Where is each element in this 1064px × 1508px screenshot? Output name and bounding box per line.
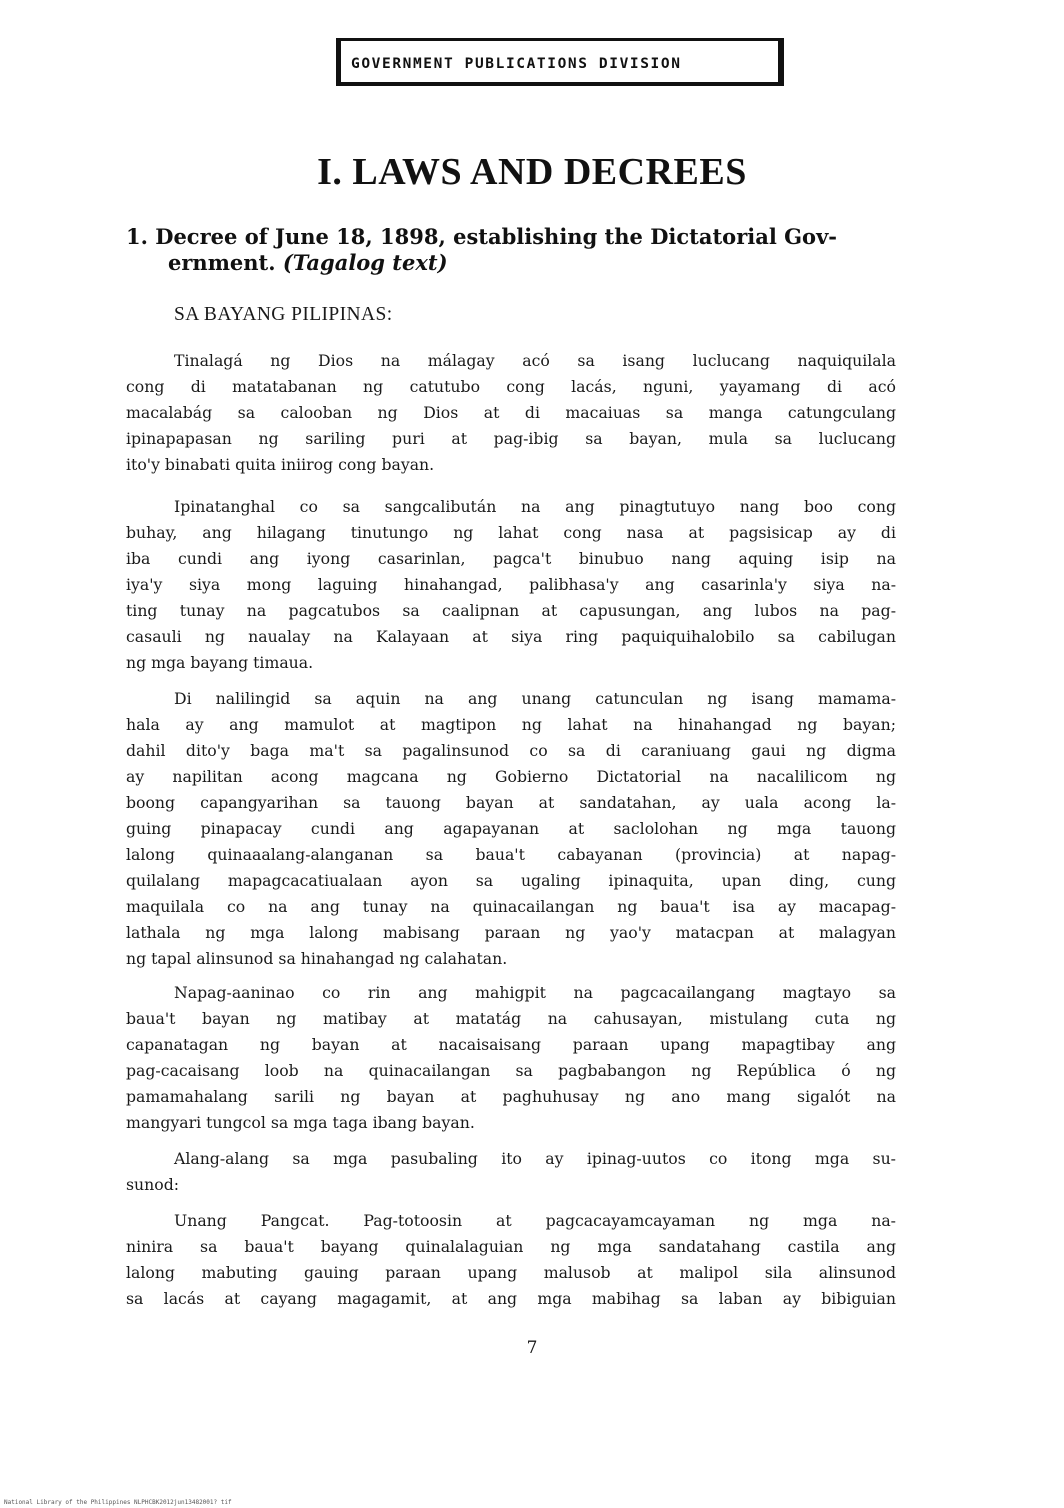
text-line: iba cundi ang iyong casarinlan, pagca't binubuo nang aquing isip na	[126, 549, 896, 568]
text-line: Di nalilingid sa aquin na ang unang catunculan ng isang mamama-	[174, 689, 896, 708]
text-line: guing pinapacay cundi ang agapayanan at saclolohan ng mga tauong	[126, 819, 896, 838]
text-line: ito'y binabati quita iniirog cong bayan.	[126, 455, 435, 474]
text-line: iya'y siya mong laguing hinahangad, palibhasa'y ang casarinla'y siya na-	[126, 575, 896, 594]
text-line: casauli ng naualay na Kalayaan at siya ring paquiquihalobilo sa cabilugan	[126, 627, 896, 646]
government-publications-stamp	[336, 38, 784, 86]
paragraph-1	[126, 348, 896, 478]
text-line: boong capangyarihan sa tauong bayan at sandatahan, ay uala acong la-	[126, 793, 896, 812]
text-line: ninira sa baua't bayang quinalalaguian ng mga sandatahang castila ang	[126, 1237, 896, 1256]
text-line: Napag-aaninao co rin ang mahigpit na pagcacailangang magtayo sa	[174, 983, 896, 1002]
paragraph-4	[126, 980, 896, 1136]
text-line: pamamahalang sarili ng bayan at paghuhusay ng ano mang sigalót na	[126, 1087, 896, 1106]
text-line: dahil dito'y baga ma't sa pagalinsunod co sa di caraniuang gaui ng digma	[126, 741, 896, 760]
text-line: lalong quinaaalang-alanganan sa baua't cabayanan (provincia) at napag-	[126, 845, 896, 864]
text-line: sa lacás at cayang magagamit, at ang mga mabihag sa laban ay bibiguian	[126, 1289, 896, 1308]
text-line: ng mga bayang timaua.	[126, 653, 314, 672]
text-line: Tinalagá ng Dios na málagay acó sa isang luclucang naquiquilala	[174, 351, 896, 370]
paragraph-2	[126, 494, 896, 676]
text-line: buhay, ang hilagang tinutungo ng lahat cong nasa at pagsisicap ay di	[126, 523, 896, 542]
text-line: cong di matatabanan ng catutubo cong lacás, nguni, yayamang di acó	[126, 377, 896, 396]
decree-heading	[126, 224, 886, 276]
stamp-text: GOVERNMENT PUBLICATIONS DIVISION	[351, 56, 682, 72]
paragraph-5	[126, 1146, 896, 1198]
text-line: Ipinatanghal co sa sangcalibután na ang pinagtutuyo nang boo cong	[174, 497, 896, 516]
text-line: ting tunay na pagcatubos sa caalipnan at capusungan, ang lubos na pag-	[126, 601, 896, 620]
text-line: lathala ng mga lalong mabisang paraan ng yao'y matacpan at malagyan	[126, 923, 896, 942]
text-line: hala ay ang mamulot at magtipon ng lahat na hinahangad ng bayan;	[126, 715, 896, 734]
text-line: lalong mabuting gauing paraan upang malusob at malipol sila alinsunod	[126, 1263, 896, 1282]
text-line: ng tapal alinsunod sa hinahangad ng calahatan.	[126, 949, 508, 968]
text-line: Alang-alang sa mga pasubaling ito ay ipinag-uutos co itong mga su-	[174, 1149, 896, 1168]
text-line: pag-cacaisang loob na quinacailangan sa pagbabangon ng República ó ng	[126, 1061, 896, 1080]
text-line: Unang Pangcat. Pag-totoosin at pagcacayamcayaman ng mga na-	[174, 1211, 896, 1230]
salutation: SA BAYANG PILIPINAS:	[174, 304, 393, 325]
text-line: quilalang mapagcacatiualaan ayon sa ugaling ipinaquita, upan ding, cung	[126, 871, 896, 890]
text-line: baua't bayan ng matibay at matatág na cahusayan, mistulang cuta ng	[126, 1009, 896, 1028]
text-line: mangyari tungcol sa mga taga ibang bayan.	[126, 1113, 475, 1132]
scan-footer: National Library of the Philippines NLPHCBK2012jun13482001? tif	[4, 1499, 232, 1506]
page-title: I. LAWS AND DECREES	[317, 151, 747, 193]
decree-heading-line-1: 1. Decree of June 18, 1898, establishing the Dictatorial Gov-	[126, 224, 837, 249]
text-line: ipinapapasan ng sariling puri at pag-ibig sa bayan, mula sa luclucang	[126, 429, 896, 448]
paragraph-3	[126, 686, 896, 972]
text-line: maquilala co na ang tunay na quinacailangan ng baua't isa ay macapag-	[126, 897, 896, 916]
text-line: sunod:	[126, 1175, 180, 1194]
decree-heading-word: ernment.	[168, 250, 276, 275]
text-line: capanatagan ng bayan at nacaisaisang paraan upang mapagtibay ang	[126, 1035, 896, 1054]
page-number: 7	[526, 1338, 538, 1358]
text-line: ay napilitan acong magcana ng Gobierno Dictatorial na nacalilicom ng	[126, 767, 896, 786]
decree-heading-line-2	[126, 250, 886, 276]
decree-heading-italic: (Tagalog text)	[282, 250, 448, 275]
text-line: macalabág sa calooban ng Dios at di macaiuas sa manga catungculang	[126, 403, 896, 422]
paragraph-6	[126, 1208, 896, 1312]
